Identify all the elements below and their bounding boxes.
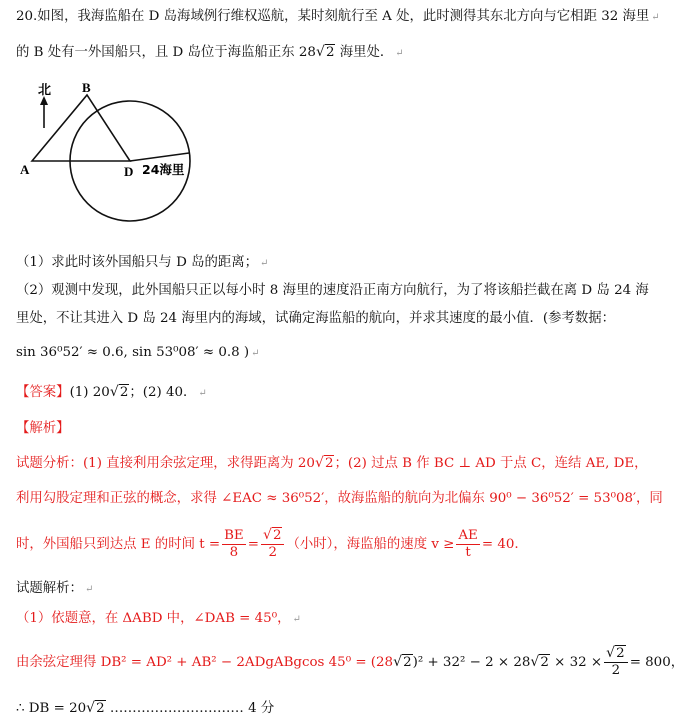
return-mark: ↵ (651, 12, 660, 23)
analysis-line-3: 时，外国船只到达点 E 的时间 t = $\frac{BE}{8}$ = √ $\frac{2}{2}$ （小时），海监船的速度 v ≥ $\frac{AE}{t}$ = 40. (16, 527, 519, 563)
point-b-label: B (82, 80, 91, 95)
answer-line: 【答案】(1) 20√ 2；(2) 40． ↵ (16, 384, 207, 403)
sqrt: √ 2 (316, 44, 336, 62)
solution-line-2: 由余弦定理得 DB² = AD² + AB² − 2ADgABgcos 45⁰ = (28√ 2)² + 32² − 2 × 28√ 2 × 32 × √ $\frac{2}{2}$ = 800， (16, 645, 684, 681)
question-line-1: 20.如图，我海监船在 D 岛海域例行维权巡航，某时刻航行至 A 处，此时测得其东北方向与它相距 32 海里 ↵ (16, 9, 660, 24)
north-label: 北 (38, 83, 52, 98)
radius-label: 24海里 (142, 162, 185, 177)
point-a-label: A (20, 162, 30, 177)
sub-question-2-line-2: 里处，不让其进入 D 岛 24 海里内的海域，试确定海监船的航向，并求其速度的最小值．(参考数据： (16, 311, 616, 326)
sub-question-1: （1）求此时该外国船只与 D 岛的距离； ↵ (16, 255, 269, 270)
point-d-label: D (124, 164, 134, 179)
solution-line-1: （1）依题意，在 ΔABD 中，∠DAB = 45⁰， ↵ (16, 611, 301, 626)
solution-heading: 试题解析： ↵ (16, 581, 94, 596)
analysis-line-1: 试题分析：(1) 直接利用余弦定理，求得距离为 20√ 2；(2) 过点 B 作 BC ⊥ AD 于点 C，连结 AE, DE， (16, 455, 648, 473)
analysis-tag: 【解析】 (16, 421, 70, 436)
reference-data: sin 36⁰52′ ≈ 0.6, sin 53⁰08′ ≈ 0.8 ) ↵ (16, 345, 260, 360)
radius-line (130, 153, 189, 161)
analysis-line-2: 利用勾股定理和正弦的概念，求得 ∠EAC ≈ 36⁰52′，故海监船的航向为北偏东 90⁰ − 36⁰52′ = 53⁰08′，同 (16, 491, 663, 506)
answer-tag: 【答案】 (16, 385, 70, 400)
geometry-figure (14, 78, 214, 238)
question-line-2: 的 B 处有一外国船只，且 D 岛位于海监船正东 28√ 2 海里处． ↵ (16, 44, 404, 63)
solution-line-3: ∴ DB = 20√ 2 ………………………… 4 分 (16, 700, 274, 718)
sub-question-2-line-1: （2）观测中发现，此外国船只正以每小时 8 海里的速度沿正南方向航行，为了将该船拦截在离 D 岛 24 海 (16, 283, 649, 298)
